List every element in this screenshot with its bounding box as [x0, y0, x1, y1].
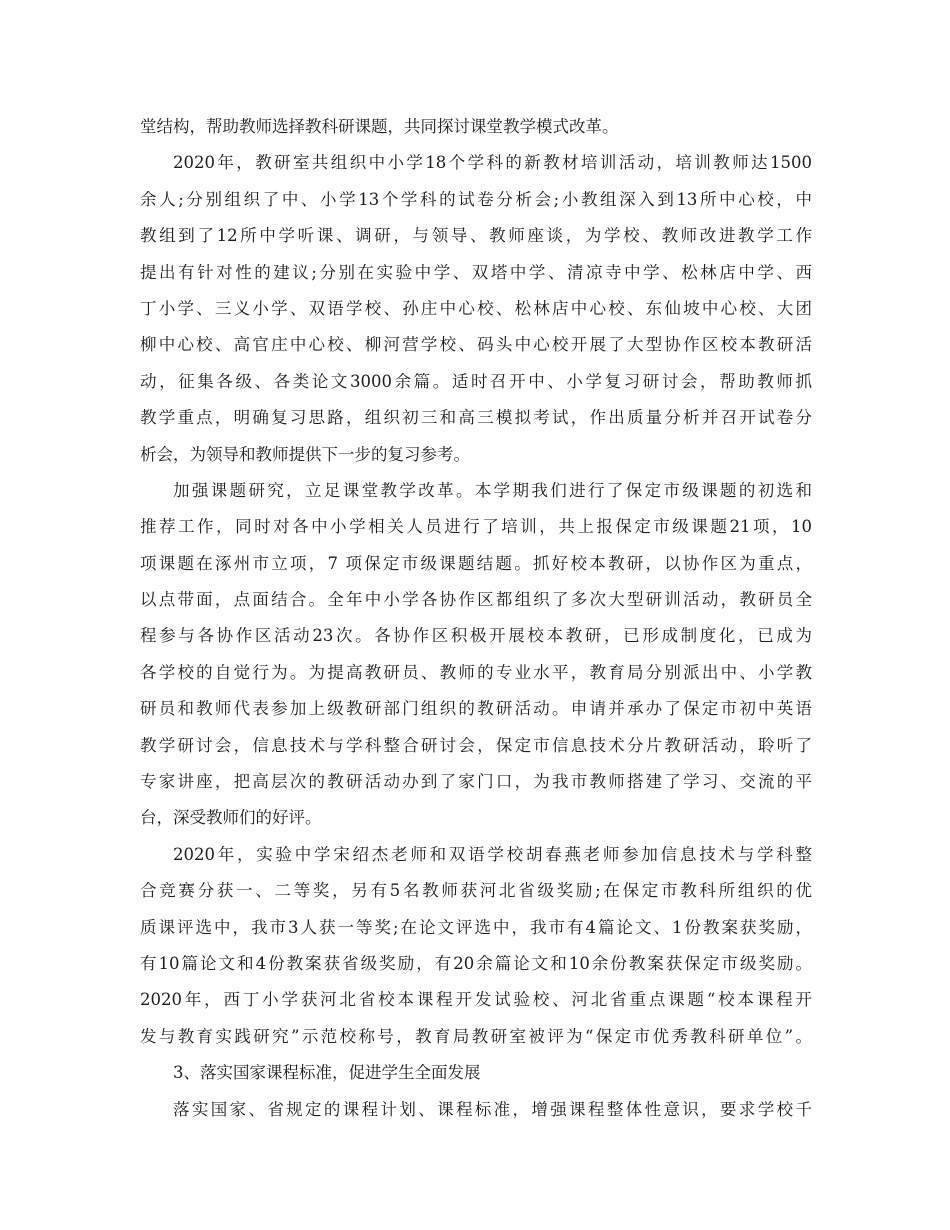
- text-line: 加强课题研究，立足课堂教学改革。本学期我们进行了保定市级课题的初选和: [173, 480, 812, 500]
- text-line: 项课题在涿州市立项，7 项保定市级课题结题。抓好校本教研，以协作区为重点，: [140, 553, 812, 573]
- text-line: 教组到了12所中学听课、调研，与领导、教师座谈，为学校、教师改进教学工作: [140, 226, 812, 246]
- section-heading: 3、落实国家课程标准，促进学生全面发展: [173, 1063, 481, 1083]
- text-line: 丁小学、三义小学、双语学校、孙庄中心校、松林店中心校、东仙坡中心校、大团: [140, 298, 812, 318]
- body-text: [140, 109, 812, 1128]
- text-line: 程参与各协作区活动23次。各协作区积极开展校本教研，已形成制度化，已成为: [140, 626, 812, 646]
- text-line: 动，征集各级、各类论文3000余篇。适时召开中、小学复习研讨会，帮助教师抓: [140, 371, 812, 391]
- text-line: 台，深受教师们的好评。: [140, 808, 322, 828]
- text-line: 以点带面，点面结合。全年中小学各协作区都组织了多次大型研训活动，教研员全: [140, 590, 812, 610]
- text-line: 各学校的自觉行为。为提高教研员、教师的专业水平，教育局分别派出中、小学教: [140, 662, 812, 682]
- text-line: 有10篇论文和4份教案获省级奖励，有20余篇论文和10余份教案获保定市级奖励。: [140, 953, 812, 973]
- text-line: 研员和教师代表参加上级教研部门组织的教研活动。申请并承办了保定市初中英语: [140, 699, 812, 719]
- text-line: 2020年，实验中学宋绍杰老师和双语学校胡春燕老师参加信息技术与学科整: [173, 844, 812, 864]
- text-line: 堂结构，帮助教师选择教科研课题，共同探讨课堂教学模式改革。: [140, 117, 619, 136]
- text-line: 2020年，教研室共组织中小学18个学科的新教材培训活动，培训教师达1500: [173, 153, 812, 173]
- text-line: 柳中心校、高官庄中心校、柳河营学校、码头中心校开展了大型协作区校本教研活: [140, 335, 812, 355]
- text-line: 合竞赛分获一、二等奖，另有5名教师获河北省级奖励;在保定市教科所组织的优: [140, 881, 812, 901]
- text-line: 发与教育实践研究”示范校称号，教育局教研室被评为“保定市优秀教科研单位”。: [140, 1026, 812, 1046]
- text-line: 专家讲座，把高层次的教研活动办到了家门口，为我市教师搭建了学习、交流的平: [140, 772, 812, 792]
- text-line: 余人;分别组织了中、小学13个学科的试卷分析会;小教组深入到13所中心校，中: [140, 189, 812, 209]
- text-line: 落实国家、省规定的课程计划、课程标准，增强课程整体性意识，要求学校千: [173, 1099, 812, 1119]
- text-line: 质课评选中，我市3人获一等奖;在论文评选中，我市有4篇论文、1份教案获奖励，: [140, 917, 812, 937]
- text-line: 析会，为领导和教师提供下一步的复习参考。: [140, 444, 470, 464]
- text-line: 推荐工作，同时对各中小学相关人员进行了培训，共上报保定市级课题21项，10: [140, 517, 812, 537]
- text-line: 教学研讨会，信息技术与学科整合研讨会，保定市信息技术分片教研活动，聆听了: [140, 735, 812, 755]
- text-line: 教学重点，明确复习思路，组织初三和高三模拟考试，作出质量分析并召开试卷分: [140, 408, 812, 428]
- text-line: 提出有针对性的建议;分别在实验中学、双塔中学、清凉寺中学、松林店中学、西: [140, 262, 812, 282]
- text-line: 2020年，西丁小学获河北省校本课程开发试验校、河北省重点课题“校本课程开: [140, 990, 812, 1010]
